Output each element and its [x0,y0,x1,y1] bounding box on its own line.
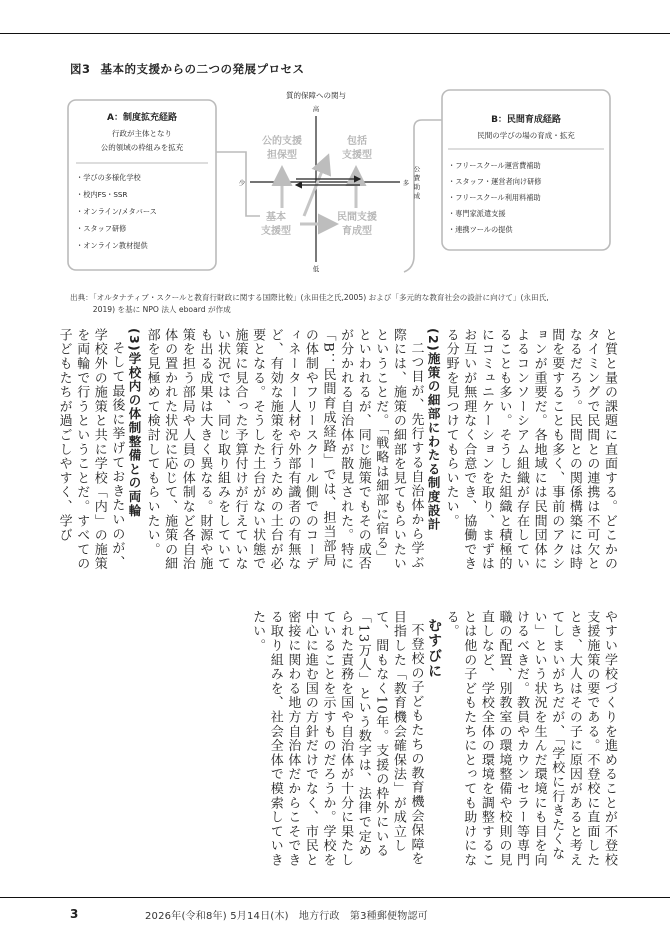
quadrant-bottom-right: 民間支援 [337,212,377,223]
box-b-item: ・スタッフ・運営者向け研修 [448,177,542,186]
section-heading: (3)学校内の体制整備との両輪 [126,328,142,518]
box-a-line-2: 公的領域の枠組みを拡充 [100,143,184,152]
quadrant-top-right: 支援型 [342,150,372,161]
box-a-item: ・校内FS・SSR [76,190,128,199]
box-a-item: ・学びの多様化学校 [76,173,141,182]
box-b-line-1: 民間の学びの場の育成・拡充 [477,131,575,140]
figure-title-text: 基本的支援からの二つの発展プロセス [100,62,305,76]
section-heading-conclusion: むすびに [426,618,443,680]
paragraph: と質と量の課題に直面する。どこかのタイミングで民間との連携は不可欠となるだろう。民間との関係構築には時間を要することも多く、事前のアクションが重要だ。各地域には民間団体によるコンソーシアム組織が存在していることも多い。そうした組織と積極的にコミュニケーションを取り、まずはお互いが無理なく合意でき、協働できる分野を見つけてもらいたい。 [443,328,617,572]
figure-caption [70,292,610,316]
axis-low: 低 [312,265,320,273]
box-a-item: ・スタッフ研修 [76,224,127,233]
lower-text-block [238,610,618,872]
caption-line: 2019) を基に NPO 法人 eboard が作成 [70,305,231,314]
box-b-item: ・専門家派遣支援 [448,209,506,218]
box-a-item: ・オンライン/メタバース [76,207,157,216]
upper-text-block [56,328,618,576]
box-b-item: ・フリースクール利用料補助 [448,193,541,202]
axis-right-label-char: 助 [413,183,421,191]
figure-title [70,61,305,77]
axis-right-label-char: 公 [413,165,421,173]
quadrant-bottom-left: 支援型 [261,226,291,237]
box-a-line-1: 行政が主体となり [112,129,172,138]
quadrant-bottom-right: 育成型 [342,226,372,237]
quadrant-top-left: 担保型 [267,150,297,161]
box-a-title: A：制度拡充経路 [107,113,177,123]
vertical-axis-label: 質的保障への関与 [286,91,346,100]
axis-left: 少 [238,179,246,187]
section-heading: (2)施策の細部にわたる制度設計 [426,328,442,532]
box-a-item: ・オンライン教材提供 [76,241,148,250]
process-diagram [60,84,620,286]
box-b-item: ・フリースクール運営費補助 [448,161,541,170]
box-b-item: ・連携ツールの提供 [448,225,513,234]
axis-high: 高 [312,105,320,113]
quadrant-bottom-left: 基本 [266,212,286,223]
paragraph: やすい学校づくりを進めることが不登校支援施策の要である。不登校に直面したとき、大人はその子に原因があると考えてしまいがちだが、「学校に行きたくない」という状況を生んだ環境にも目を向けるべきだ。教員やカウンセラー等専門職の配置、別教室の環境整備や校則の見直しなど、学校全体の環境を調整することは他の子どもたちにとっても助けになる。 [443,610,617,868]
paragraph: 二つ目が、先行する自治体から学ぶ際には、施策の細部を見てもらいたいということだ。「戦略は細部に宿る」といわれるが、同じ施策でもその成否が分かれる自治体が散見された。特に「B：民間育成経路」では、担当部局の体制やフリースクール側でのコーディネーター人材や外部有識者の有無など、有効な施策を行うための土台が必要となる。そうした土台がない状態で施策に見合った予算付けが行えていない状況では、同じ取り組みをしていても出る成果は大きく異なる。財源や施策を担う部局や人員の体制など各自治体の置かれた状況に応じて、施策の細部を見極めて検討してもらいたい。 [144,328,424,572]
caption-line: 出典：「オルタナティブ・スクールと教育行財政に関する国際比較」(永田佳之氏,2005) および「多元的な教育社会の設計に向けて」(永田氏, [70,293,549,302]
box-b-title: B：民間育成経路 [491,115,561,125]
connector-b [404,120,442,272]
page-number: 3 [70,907,79,921]
quadrant-top-right: 包括 [347,136,367,147]
axis-right-label-char: 費 [413,174,421,182]
footer-text: 2026年(令和8年) 5月14日(木) 地方行政 第3種郵便物認可 [145,911,428,922]
top-rule [0,33,670,34]
paragraph: そして最後に挙げておきたいのが、学校外の施策と共に学校「内」の施策を両輪で行うということだ。すべての子どもたちが過ごしやすく、学び [56,328,125,572]
bottom-rule [0,897,670,898]
paragraph: 不登校の子どもたちの教育機会保障を目指した「教育機会確保法」が成立して、間もなく10年。支援の枠外にいる「13万人」という数字は、法律で定められた責務を国や自治体が十分に果たしていることを示すものだろうか。学校を中心に進む国の方針だけでなく、市民と密接に関わる地方自治体だからこそできる取り組みを、社会全体で模索していきたい。 [250,610,424,868]
quadrant-top-left: 公的支援 [262,136,302,147]
figure-label: 図3 [70,62,91,76]
axis-right-label-char: 成 [413,192,421,200]
axis-right: 多 [402,179,410,187]
